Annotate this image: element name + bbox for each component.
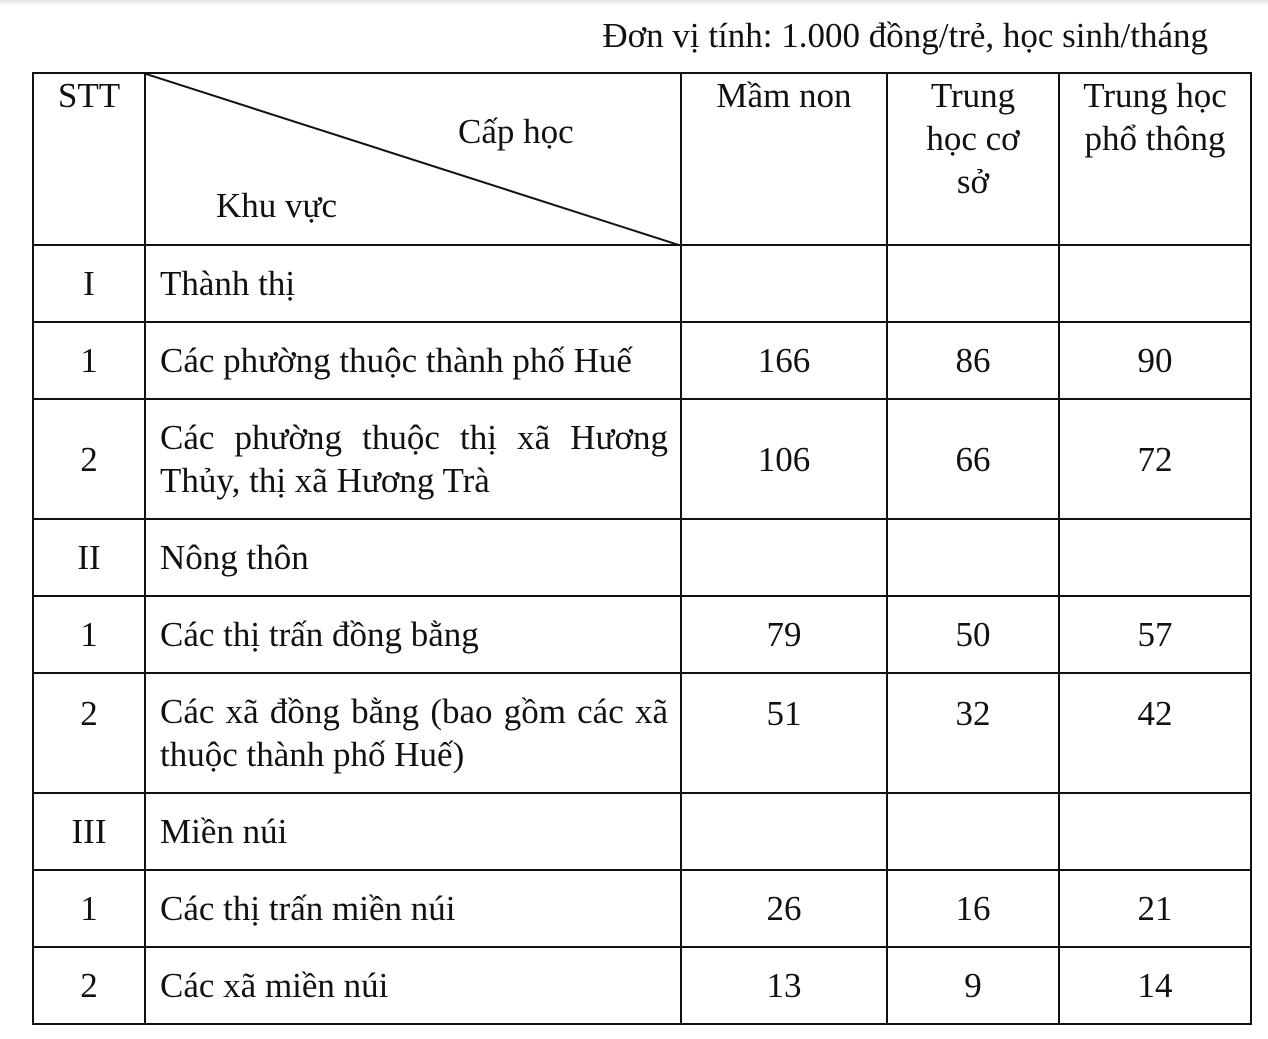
header-diagonal-cell (145, 73, 681, 245)
cell-mam-non: 166 (681, 322, 887, 399)
fee-table (32, 72, 1252, 1025)
row-area: Các thị trấn miền núi (145, 870, 681, 947)
header-thcs-line2: học cơ (926, 119, 1020, 158)
cell-thcs: 16 (887, 870, 1059, 947)
cell-thcs: 86 (887, 322, 1059, 399)
cell-thpt: 90 (1059, 322, 1251, 399)
empty-cell (887, 793, 1059, 870)
section-row (33, 519, 1251, 596)
cell-thcs: 32 (887, 673, 1059, 793)
cell-mam-non: 51 (681, 673, 887, 793)
row-stt: 2 (33, 947, 145, 1024)
table-row (33, 399, 1251, 519)
empty-cell (681, 793, 887, 870)
empty-cell (1059, 245, 1251, 322)
table-header-row (33, 73, 1251, 245)
empty-cell (887, 245, 1059, 322)
empty-cell (681, 245, 887, 322)
section-name: Thành thị (145, 245, 681, 322)
cell-thpt: 14 (1059, 947, 1251, 1024)
cell-mam-non: 79 (681, 596, 887, 673)
row-area: Các phường thuộc thị xã Hương Thủy, thị xã Hương Trà (145, 399, 681, 519)
cell-thcs: 66 (887, 399, 1059, 519)
header-stt: STT (33, 73, 145, 245)
cell-mam-non: 26 (681, 870, 887, 947)
cell-thpt: 72 (1059, 399, 1251, 519)
row-stt: 2 (33, 399, 145, 519)
section-stt: III (33, 793, 145, 870)
cell-thpt: 21 (1059, 870, 1251, 947)
empty-cell (1059, 793, 1251, 870)
row-area: Các thị trấn đồng bằng (145, 596, 681, 673)
empty-cell (1059, 519, 1251, 596)
cell-mam-non: 106 (681, 399, 887, 519)
row-area: Các xã đồng bằng (bao gồm các xã thuộc thành phố Huế) (145, 673, 681, 793)
row-area: Các xã miền núi (145, 947, 681, 1024)
cell-mam-non: 13 (681, 947, 887, 1024)
empty-cell (681, 519, 887, 596)
header-mam-non: Mầm non (681, 73, 887, 245)
header-thcs-line1: Trung (930, 76, 1016, 115)
section-row (33, 793, 1251, 870)
header-khu-vuc: Khu vực (216, 186, 338, 225)
section-row (33, 245, 1251, 322)
section-stt: II (33, 519, 145, 596)
cell-thpt: 42 (1059, 673, 1251, 793)
cell-thpt: 57 (1059, 596, 1251, 673)
row-stt: 1 (33, 322, 145, 399)
cell-thcs: 9 (887, 947, 1059, 1024)
header-thpt-line2: phổ thông (1084, 119, 1226, 158)
section-name: Nông thôn (145, 519, 681, 596)
row-stt: 1 (33, 596, 145, 673)
header-cap-hoc: Cấp học (458, 112, 574, 151)
row-stt: 2 (33, 673, 145, 793)
row-area: Các phường thuộc thành phố Huế (145, 322, 681, 399)
table-row (33, 870, 1251, 947)
cell-thcs: 50 (887, 596, 1059, 673)
table-row (33, 596, 1251, 673)
page-top-shadow (0, 0, 1268, 6)
header-thpt-line1: Trung học (1083, 76, 1227, 115)
row-stt: 1 (33, 870, 145, 947)
header-thcs (887, 73, 1059, 245)
section-name: Miền núi (145, 793, 681, 870)
unit-note: Đơn vị tính: 1.000 đồng/trẻ, học sinh/tháng (602, 16, 1208, 55)
table-row (33, 947, 1251, 1024)
header-thpt (1059, 73, 1251, 245)
header-thcs-line3: sở (956, 162, 990, 201)
table-row (33, 673, 1251, 793)
empty-cell (887, 519, 1059, 596)
table-row (33, 322, 1251, 399)
section-stt: I (33, 245, 145, 322)
